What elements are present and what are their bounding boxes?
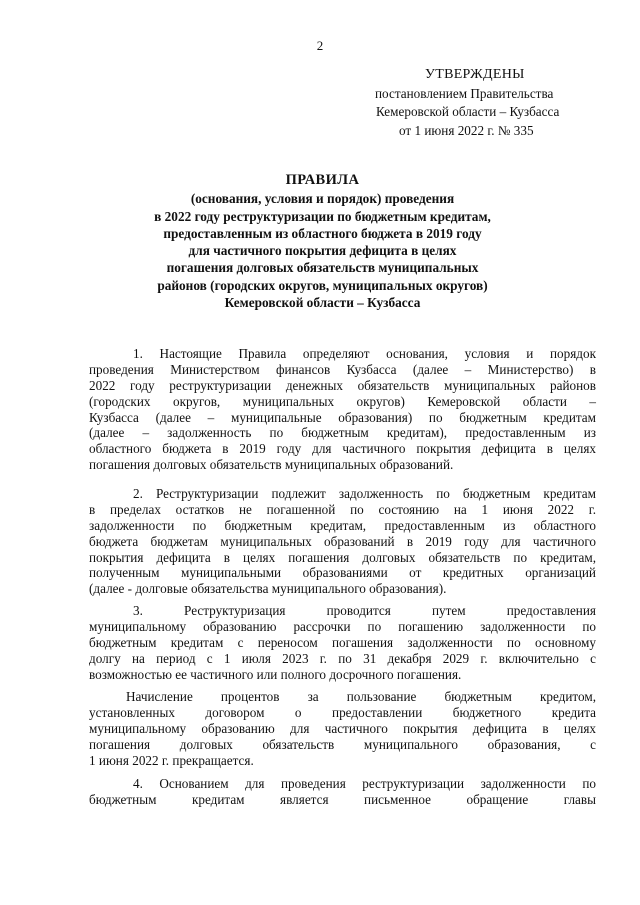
approval-heading: УТВЕРЖДЕНЫ [425, 67, 525, 82]
text-line: бюджета бюджетам муниципальных образований в 2019 году для частичного [89, 533, 596, 549]
title-line: (основания, условия и порядок) проведения [190, 191, 455, 207]
text-line: муниципальному образованию для частичного покрытия дефицита в целях [89, 720, 596, 736]
page-number: 2 [316, 38, 324, 53]
approval-block [362, 66, 612, 140]
title-line: в 2022 году реструктуризации по бюджетным кредитам, [154, 208, 491, 224]
paragraph-3-continued [89, 689, 596, 768]
text-line: (далее - долговые обязательства муниципального образования). [89, 581, 447, 597]
paragraph-3 [89, 603, 596, 682]
text-line: полученным муниципальными образованиями от кредитных организаций [89, 565, 596, 581]
text-line: (городских округов, муниципальных округов) Кемеровской области – [89, 393, 596, 409]
text-line: муниципальному образованию рассрочки по погашению задолженности по [89, 618, 596, 634]
title-line: Кемеровской области – Кузбасса [224, 295, 421, 311]
text-line: Кузбасса (далее – муниципальные образования) по бюджетным кредитам [89, 409, 596, 425]
text-line: бюджетным кредитам является письменное обращение главы [89, 791, 596, 807]
text-line: покрытия дефицита в целях погашения долговых обязательств по кредитам, [89, 549, 596, 565]
text-line: 1. Настоящие Правила определяют основания, условия и порядок [133, 346, 596, 361]
text-line: бюджетным кредитам с переносом погашения задолженности по основному [89, 634, 596, 650]
text-line: 3. Реструктуризация проводится путем предоставления [133, 603, 596, 618]
text-line: 2022 году реструктуризации денежных обязательств муниципальных районов [89, 377, 596, 393]
title-line: предоставленным из областного бюджета в 2019 году [163, 225, 482, 241]
text-line: возможностью ее частичного или полного досрочного погашения. [89, 666, 462, 682]
text-line: 4. Основанием для проведения реструктуризации задолженности по [133, 776, 596, 791]
text-line: погашения долговых обязательств муниципальных образований. [89, 457, 454, 473]
text-line: (далее – задолженность по бюджетным кредитам), предоставленным из [89, 425, 596, 441]
approval-line: от 1 июня 2022 г. № 335 [399, 122, 534, 138]
approval-line: постановлением Правительства [375, 85, 554, 101]
text-line: 1 июня 2022 г. прекращается. [89, 752, 254, 768]
text-line: Начисление процентов за пользование бюджетным кредитом, [126, 689, 596, 704]
text-line: погашения долговых обязательств муниципального образования, с [89, 736, 596, 752]
text-line: 2. Реструктуризации подлежит задолженность по бюджетным кредитам [133, 486, 596, 501]
paragraph-1 [89, 346, 596, 473]
title-line: для частичного покрытия дефицита в целях [188, 243, 457, 259]
text-line: областного бюджета в 2019 году для частичного покрытия дефицита в целях [89, 441, 596, 457]
text-line: установленных договором о предоставлении бюджетного кредита [89, 704, 596, 720]
paragraph-4 [89, 776, 596, 808]
text-line: задолженности по бюджетным кредитам, предоставленным из областного [89, 517, 596, 533]
title-main: ПРАВИЛА [285, 172, 360, 188]
text-line: долгу на период с 1 июля 2023 г. по 31 декабря 2029 г. включительно с [89, 650, 596, 666]
title-line: районов (городских округов, муниципальных округов) [157, 277, 488, 293]
paragraph-2 [89, 486, 596, 597]
title-line: погашения долговых обязательств муниципальных [166, 260, 479, 276]
approval-line: Кемеровской области – Кузбасса [376, 104, 560, 119]
document-title [80, 172, 565, 311]
text-line: в пределах остатков не погашенной по состоянию на 1 июня 2022 г. [89, 501, 596, 517]
text-line: проведения Министерством финансов Кузбасса (далее – Министерство) в [89, 361, 596, 377]
